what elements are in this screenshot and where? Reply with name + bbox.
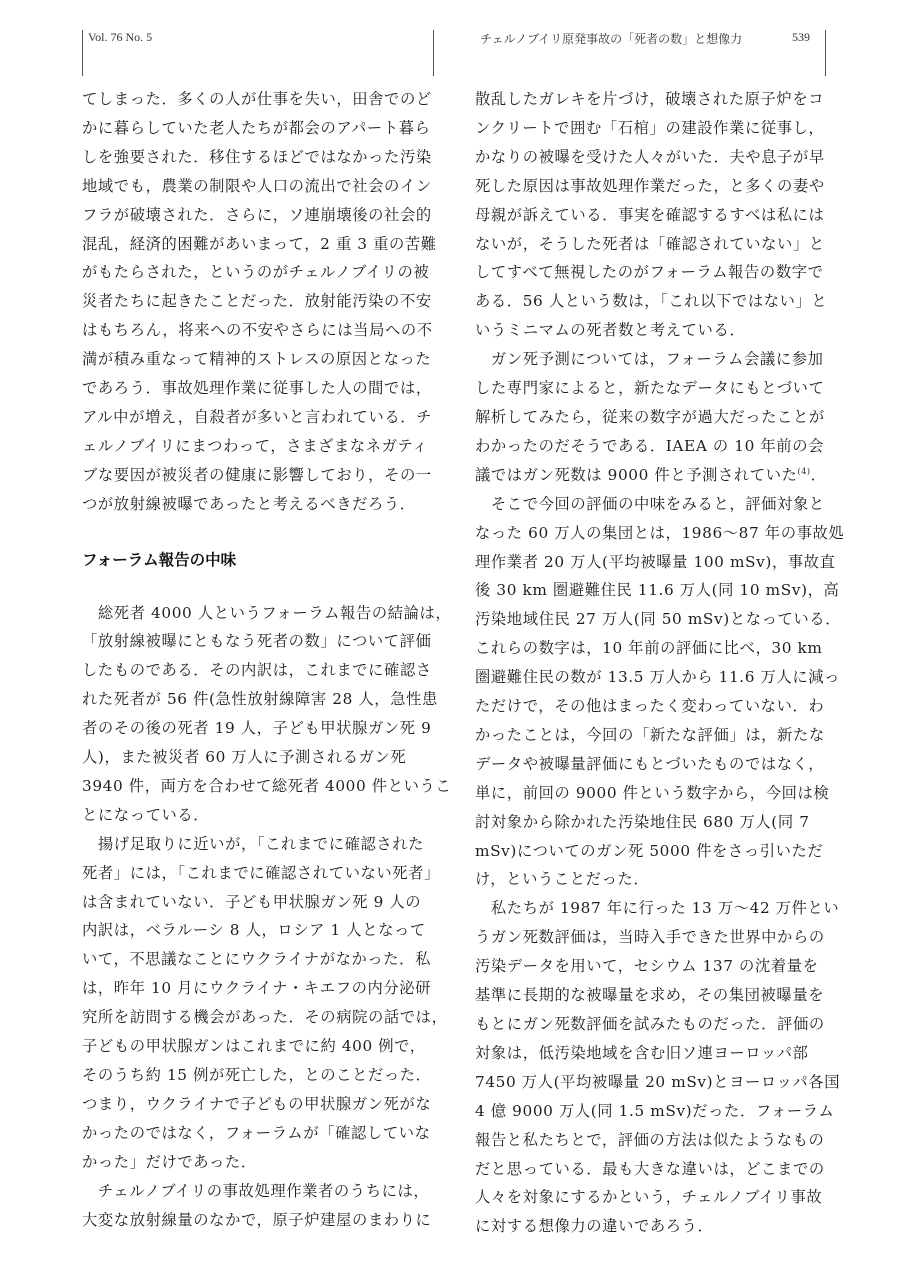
text-line: 汚染地域住民 27 万人(同 50 mSv)となっている． [475,610,842,629]
text-line: 3940 件，両方を合わせて総死者 4000 件というこ [82,776,452,795]
right-column-body-continued [475,490,845,1242]
text-line: なった 60 万人の集団とは，1986〜87 年の事故処 [475,523,845,542]
text-line: 混乱，経済的困難があいまって，2 重 3 重の苦難 [82,234,437,253]
text-line: うガン死数評価は，当時入手できた世界中からの [475,928,825,947]
text-line: いて，不思議なことにウクライナがなかった．私 [82,950,431,969]
left-column-body [82,85,437,519]
text-line: した専門家によると，新たなデータにもとづいて [475,379,825,398]
text-line: チェルノブイリの事故処理作業者のうちには， [82,1181,430,1200]
reference-line-end: ． [810,465,827,484]
text-line: ないが，そうした死者は「確認されていない」と [475,234,825,253]
text-line: 地域でも，農業の制限や人口の流出で社会のイン [82,176,432,195]
text-line: 理作業者 20 万人(平均被曝量 100 mSv)，事故直 [475,552,836,571]
text-line: 満が積み重なって精神的ストレスの原因となった [82,350,432,369]
text-line: 母親が訴えている．事実を確認するすべは私には [475,205,825,224]
text-line: 人)，また被災者 60 万人に予測されるガン死 [82,748,407,767]
text-line: だと思っている．最も大きな違いは，どこまでの [475,1159,825,1178]
text-line: かに暮らしていた老人たちが都会のアパート暮ら [82,118,431,137]
text-line: れた死者が 56 件(急性放射線障害 28 人，急性患 [82,690,438,709]
section-heading: フォーラム報告の中味 [82,550,237,569]
text-line: 死した原因は事故処理作業だった，と多くの妻や [475,176,825,195]
text-line: 圏避難住民の数が 13.5 万人から 11.6 万人に減っ [475,668,841,687]
right-column-body [475,85,827,461]
left-column [82,85,452,1234]
text-line: かったことは，今回の「新たな評価」は，新たな [475,725,825,744]
text-line: かなりの被曝を受けた人々がいた．夫や息子が早 [475,147,825,166]
text-line: 災者たちに起きたことだった．放射能汚染の不安 [82,292,432,311]
text-line: 揚げ足取りに近いが，「これまでに確認された [82,834,425,853]
text-line: は含まれていない．子ども甲状腺ガン死 9 人の [82,892,422,911]
text-line: つまり，ウクライナで子どもの甲状腺ガン死がな [82,1094,432,1113]
text-line: これらの数字は，10 年前の評価に比べ，30 km [475,639,823,658]
header-rule-left [82,30,83,76]
text-line: ただけで，その他はまったく変わっていない．わ [475,697,825,716]
text-line: つが放射線被曝であったと考えるべきだろう． [82,494,416,513]
text-line: 汚染データを用いて，セシウム 137 の沈着量を [475,957,819,976]
text-line: そこで今回の評価の中味をみると，評価対象と [475,494,825,513]
text-line: に対する想像力の違いであろう． [475,1217,714,1236]
text-line: フラが破壊された．さらに，ソ連崩壊後の社会的 [82,205,432,224]
text-line: 究所を訪問する機会があった．その病院の話では， [82,1008,448,1027]
text-line: 報告と私たちとで，評価の方法は似たようなもの [475,1130,825,1149]
text-line: ェルノブイリにまつわって，さまざまなネガティ [82,436,429,455]
text-line: ンクリートで囲む「石棺」の建設作業に従事し， [475,118,825,137]
text-line: であろう．事故処理作業に従事した人の間では， [82,379,432,398]
text-line: ブな要因が被災者の健康に影響しており，その一 [82,465,432,484]
text-line: はもちろん，将来への不安やさらには当局への不 [82,321,433,340]
text-line: 死者」には，「これまでに確認されていない死者」 [82,863,440,882]
right-column [475,85,845,1241]
text-line: アル中が増え，自殺者が多いと言われている．チ [82,407,433,426]
text-line: しを強要された．移住するほどではなかった汚染 [82,147,432,166]
text-line: 討対象から除かれた汚染地住民 680 万人(同 7 [475,812,810,831]
text-line: いうミニマムの死者数と考えている． [475,321,746,340]
text-line: してすべて無視したのがフォーラム報告の数字で [475,263,824,282]
text-line: 4 億 9000 万人(同 1.5 mSv)だった．フォーラム [475,1101,835,1120]
text-line: 者のその後の死者 19 人，子ども甲状腺ガン死 9 [82,719,432,738]
page-number: 539 [792,30,810,44]
text-line: 対象は，低汚染地域を含む旧ソ連ヨーロッパ部 [475,1043,809,1062]
text-line-with-reference [475,461,827,490]
text-line: け，ということだった． [475,870,650,889]
text-line: がもたらされた，というのがチェルノブイリの被 [82,263,430,282]
text-line: もとにガン死数評価を試みたものだった．評価の [475,1015,825,1033]
text-line: ガン死予測については，フォーラム会議に参加 [475,350,824,369]
footnote-reference[interactable]: (4) [797,466,811,476]
text-line: そのうち約 15 例が死亡した，とのことだった． [82,1066,432,1084]
text-line: 子どもの甲状腺ガンはこれまでに約 400 例で， [82,1037,426,1056]
header-rule-right [825,30,826,76]
text-line: 7450 万人(平均被曝量 20 mSv)とヨーロッパ各国 [475,1072,841,1091]
text-line: データや被曝量評価にもとづいたものではなく， [475,754,825,773]
volume-number: Vol. 76 No. 5 [88,30,153,44]
text-line: 単に，前回の 9000 件という数字から，今回は検 [475,783,830,802]
text-line: したものである．その内訳は，これまでに確認さ [82,661,432,680]
text-line: 「放射線被曝にともなう死者の数」について評価 [82,632,432,651]
text-line: 散乱したガレキを片づけ，破壊された原子炉をコ [475,90,825,108]
text-line: とになっている． [82,805,210,824]
text-line: わかったのだそうである．IAEA の 10 年前の会 [475,436,825,455]
text-line: 内訳は，ベラルーシ 8 人，ロシア 1 人となって [82,921,426,940]
text-line: 解析してみたら，従来の数字が過大だったことが [475,407,825,426]
text-line: 総死者 4000 人というフォーラム報告の結論は， [82,603,452,622]
text-line: 大変な放射線量のなかで，原子炉建屋のまわりに [82,1210,432,1229]
text-line: は，昨年 10 月にウクライナ・キエフの内分泌研 [82,979,432,998]
text-line: mSv)についてのガン死 5000 件をさっ引いただ [475,841,824,860]
text-line: 基準に長期的な被曝量を求め，その集団被曝量を [475,986,825,1005]
text-line: 私たちが 1987 年に行った 13 万〜42 万件とい [475,899,840,918]
running-title: チェルノブイリ原発事故の「死者の数」と想像力 [480,32,743,46]
text-line: 後 30 km 圏避難住民 11.6 万人(同 10 mSv)，高 [475,581,840,600]
text-line: ある．56 人という数は，「これ以下ではない」と [475,292,828,311]
reference-line-text: 議ではガン死数は 9000 件と予測されていた [475,465,798,484]
left-column-body-after-heading [82,599,452,1235]
text-line: 人々を対象にするかという，チェルノブイリ事故 [475,1188,823,1207]
text-line: かったのではなく，フォーラムが「確認していな [82,1123,431,1142]
header-rule-center [433,30,434,76]
text-line: てしまった．多くの人が仕事を失い，田舎でのど [82,90,432,108]
text-line: かった」だけであった． [82,1152,257,1171]
